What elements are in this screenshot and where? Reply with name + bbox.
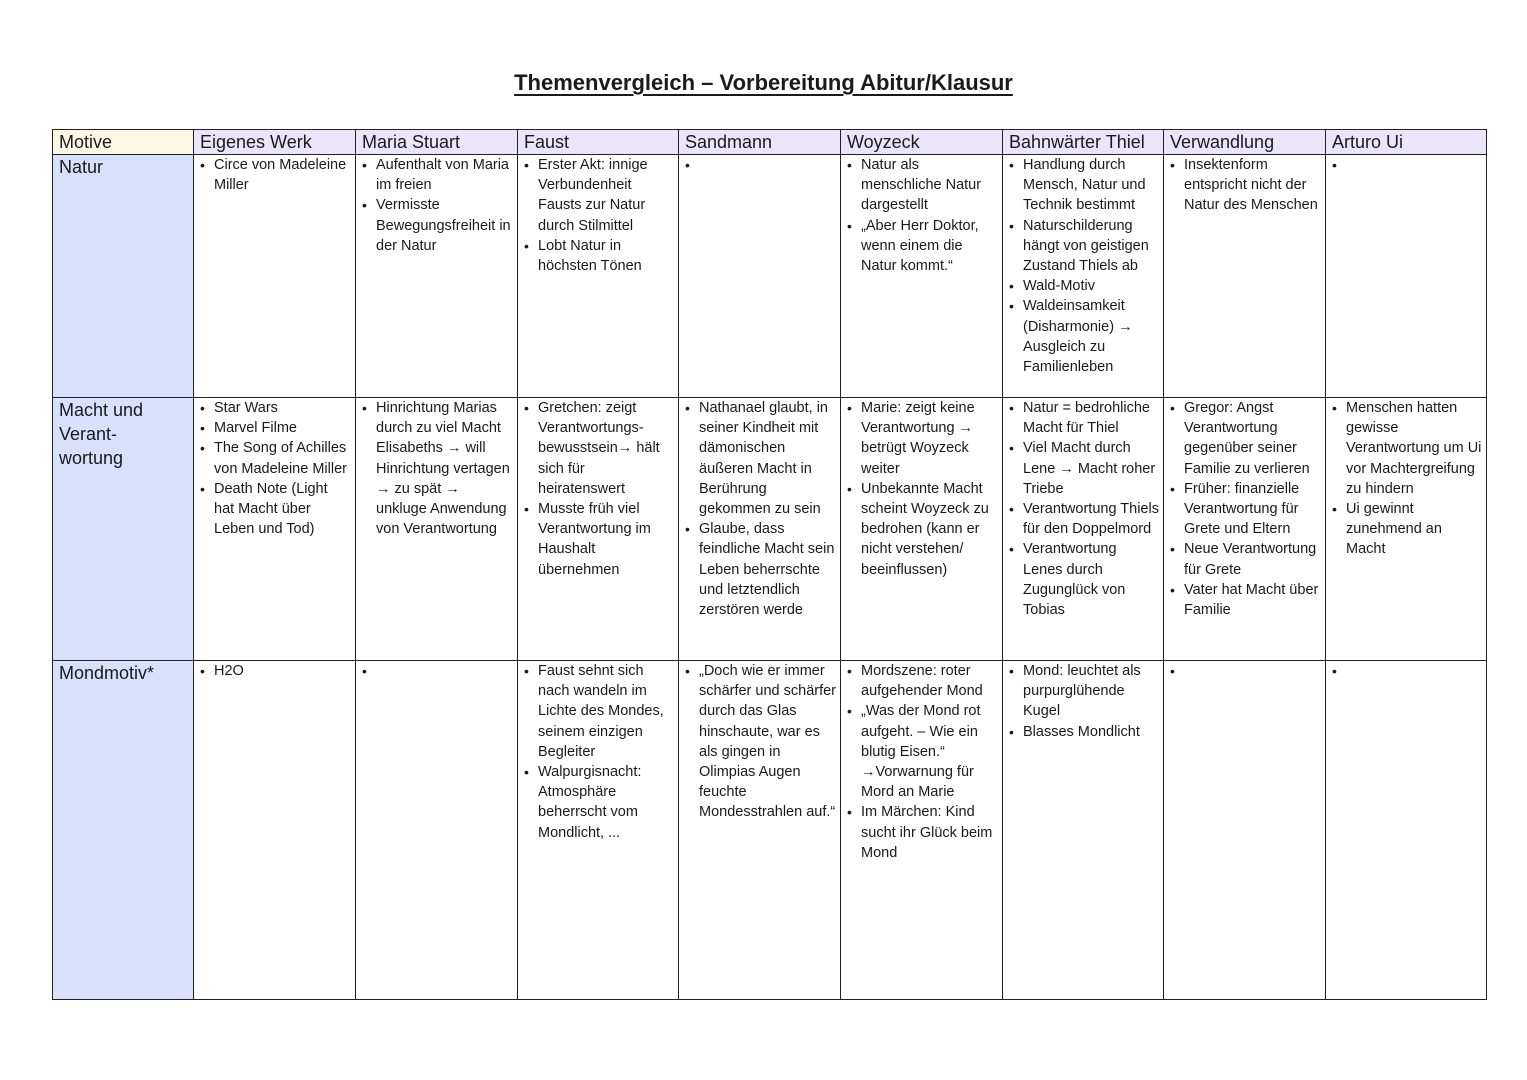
list-item: • Unbekannte Macht scheint Woyzeck zu bedrohen (kann er nicht verstehen/ beeinflussen) [847, 479, 998, 580]
list-item: • Walpurgisnacht: Atmosphäre beherrscht vom Mondlicht, ... [524, 762, 674, 843]
list-item: • Handlung durch Mensch, Natur und Technik bestimmt [1009, 155, 1159, 216]
list-item: • „Doch wie er immer schärfer und schärfer durch das Glas hinschaute, war es als gingen in Olimpias Augen feuchte Mondesstrahlen auf.“ [685, 661, 836, 823]
table-cell [1003, 155, 1164, 398]
bullet-list [847, 661, 998, 863]
table-cell [1164, 661, 1326, 1000]
table-cell [518, 398, 679, 661]
list-item: • Death Note (Light hat Macht über Leben und Tod) [200, 479, 351, 540]
table-row [53, 398, 1487, 661]
header-cell: Woyzeck [841, 130, 1003, 155]
table-cell [1003, 398, 1164, 661]
list-item: • H2O [200, 661, 351, 681]
list-item: • Wald-Motiv [1009, 276, 1159, 296]
table-cell [1326, 398, 1487, 661]
list-item: • Gregor: Angst Verantwortung gegenüber seiner Familie zu verlieren [1170, 398, 1321, 479]
list-item: • Verantwortung Thiels für den Doppelmord [1009, 499, 1159, 539]
list-item: • Nathanael glaubt, in seiner Kindheit mit dämonischen äußeren Macht in Berührung gekommen zu sein [685, 398, 836, 519]
bullet-list [1009, 155, 1159, 377]
bullet-list [847, 155, 998, 276]
list-item: • Waldeinsamkeit (Disharmonie) → Ausgleich zu Familienleben [1009, 296, 1159, 377]
list-item: • Gretchen: zeigt Verantwortungs-bewusstsein→ hält sich für heiratenswert [524, 398, 674, 499]
list-item: • „Was der Mond rot aufgeht. – Wie ein blutig Eisen.“ →Vorwarnung für Mord an Marie [847, 701, 998, 802]
header-cell: Bahnwärter Thiel [1003, 130, 1164, 155]
list-item: • „Aber Herr Doktor, wenn einem die Natur kommt.“ [847, 216, 998, 277]
table-cell [1326, 661, 1487, 1000]
header-cell: Eigenes Werk [194, 130, 356, 155]
header-cell: Verwandlung [1164, 130, 1326, 155]
list-item: • Circe von Madeleine Miller [200, 155, 351, 195]
table-row [53, 155, 1487, 398]
list-item: • Viel Macht durch Lene → Macht roher Triebe [1009, 438, 1159, 499]
list-item: • Naturschilderung hängt von geistigen Zustand Thiels ab [1009, 216, 1159, 277]
comparison-table [52, 129, 1487, 1000]
list-item: • Blasses Mondlicht [1009, 722, 1159, 742]
table-cell [194, 398, 356, 661]
bullet-list [1009, 398, 1159, 620]
motive-cell: Natur [53, 155, 194, 398]
table-cell [194, 661, 356, 1000]
bullet-list [200, 661, 351, 681]
table-cell [841, 661, 1003, 1000]
table-cell [356, 398, 518, 661]
table-cell [356, 155, 518, 398]
list-item: • Natur = bedrohliche Macht für Thiel [1009, 398, 1159, 438]
list-item: • Erster Akt: innige Verbundenheit Fausts zur Natur durch Stilmittel [524, 155, 674, 236]
table-cell [356, 661, 518, 1000]
header-cell: Maria Stuart [356, 130, 518, 155]
table-cell [194, 155, 356, 398]
header-cell: Faust [518, 130, 679, 155]
bullet-list [1009, 661, 1159, 742]
list-item: • Musste früh viel Verantwortung im Haushalt übernehmen [524, 499, 674, 580]
header-cell: Arturo Ui [1326, 130, 1487, 155]
bullet-list [200, 155, 351, 195]
bullet-list [1170, 398, 1321, 620]
bullet-list [362, 155, 513, 256]
list-item: • Star Wars [200, 398, 351, 418]
list-item: • Natur als menschliche Natur dargestellt [847, 155, 998, 216]
bullet-list [362, 398, 513, 539]
list-item: • Vermisste Bewegungsfreiheit in der Natur [362, 195, 513, 256]
motive-cell: Mondmotiv* [53, 661, 194, 1000]
list-item: • Insektenform entspricht nicht der Natur des Menschen [1170, 155, 1321, 216]
table-cell [1164, 155, 1326, 398]
header-row [53, 130, 1487, 155]
list-item: • Ui gewinnt zunehmend an Macht [1332, 499, 1482, 560]
bullet-list [1170, 155, 1321, 216]
list-item: • Verantwortung Lenes durch Zugunglück von Tobias [1009, 539, 1159, 620]
list-item: • Vater hat Macht über Familie [1170, 580, 1321, 620]
table-cell [679, 155, 841, 398]
list-item: • Neue Verantwortung für Grete [1170, 539, 1321, 579]
table-cell [518, 661, 679, 1000]
list-item: • Mond: leuchtet als purpurglühende Kugel [1009, 661, 1159, 722]
bullet-list [1332, 398, 1482, 560]
list-item: • Menschen hatten gewisse Verantwortung um Ui vor Machtergreifung zu hindern [1332, 398, 1482, 499]
list-item: • Marie: zeigt keine Verantwortung → betrügt Woyzeck weiter [847, 398, 998, 479]
list-item: • Im Märchen: Kind sucht ihr Glück beim Mond [847, 802, 998, 863]
table-cell [1326, 155, 1487, 398]
table-cell [518, 155, 679, 398]
table-cell [841, 155, 1003, 398]
table-cell [679, 398, 841, 661]
bullet-list [685, 661, 836, 823]
bullet-list [524, 661, 674, 843]
bullet-list [685, 398, 836, 620]
list-item: • The Song of Achilles von Madeleine Miller [200, 438, 351, 478]
table-cell [1003, 661, 1164, 1000]
list-item: • Lobt Natur in höchsten Tönen [524, 236, 674, 276]
list-item: • Früher: finanzielle Verantwortung für Grete und Eltern [1170, 479, 1321, 540]
motive-cell: Macht und Verant- wortung [53, 398, 194, 661]
table-cell [679, 661, 841, 1000]
header-cell: Motive [53, 130, 194, 155]
table-row [53, 661, 1487, 1000]
page-title: Themenvergleich – Vorbereitung Abitur/Klausur [514, 70, 1013, 95]
list-item: • Aufenthalt von Maria im freien [362, 155, 513, 195]
bullet-list [524, 398, 674, 580]
list-item: • Glaube, dass feindliche Macht sein Leben beherrschte und letztendlich zerstören werde [685, 519, 836, 620]
bullet-list [524, 155, 674, 276]
header-cell: Sandmann [679, 130, 841, 155]
table-cell [841, 398, 1003, 661]
bullet-list [200, 398, 351, 539]
list-item: • Mordszene: roter aufgehender Mond [847, 661, 998, 701]
list-item: • Hinrichtung Marias durch zu viel Macht Elisabeths → will Hinrichtung vertagen → zu spät → unkluge Anwendung von Verantwortung [362, 398, 513, 539]
list-item: • Faust sehnt sich nach wandeln im Lichte des Mondes, seinem einzigen Begleiter [524, 661, 674, 762]
table-cell [1164, 398, 1326, 661]
list-item: • Marvel Filme [200, 418, 351, 438]
bullet-list [847, 398, 998, 580]
